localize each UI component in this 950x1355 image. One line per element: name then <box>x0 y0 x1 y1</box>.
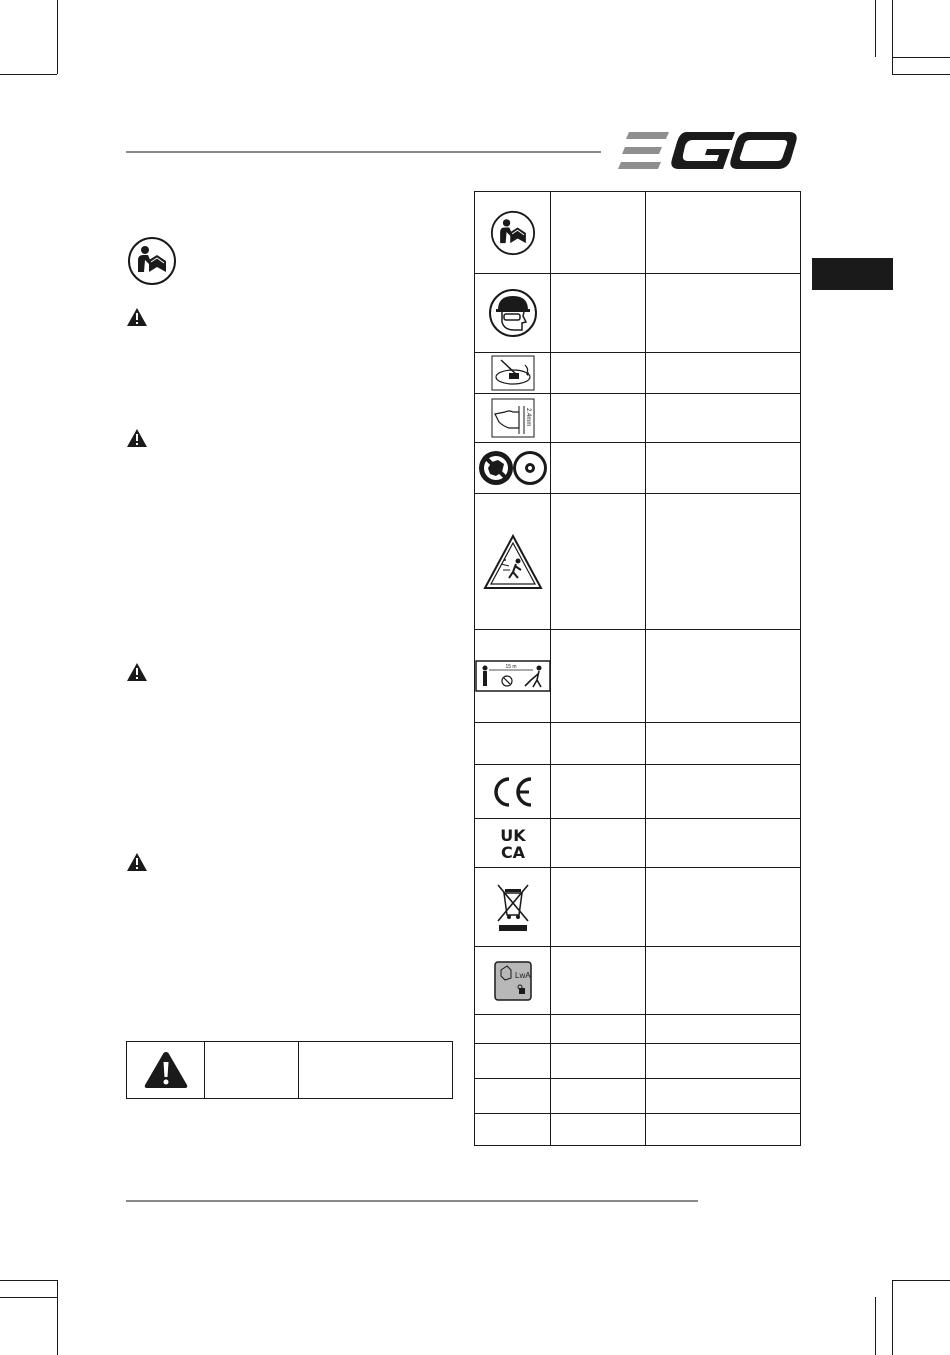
symbol-name <box>551 1044 646 1079</box>
crop-mark-top-right-h <box>892 74 950 75</box>
warning-triangle-icon <box>126 428 148 448</box>
symbol-cell <box>475 723 551 765</box>
crop-mark-bottom-right-h <box>892 1280 950 1281</box>
symbol-description <box>646 723 801 765</box>
crop-mark-top-left-v <box>57 0 58 74</box>
symbol-name <box>551 630 646 723</box>
symbol-name <box>551 765 646 819</box>
ukca-bottom-text: CA <box>500 843 525 860</box>
ukca-top-text: UK <box>499 826 526 845</box>
symbol-name <box>551 723 646 765</box>
ukca-mark-icon <box>496 826 530 860</box>
read-manual-icon <box>490 210 536 256</box>
symbol-name <box>551 868 646 947</box>
warning-triangle-icon <box>126 852 148 872</box>
crop-mark-bottom-right-v2 <box>875 1297 876 1355</box>
crop-mark-bottom-right-v <box>892 1280 893 1355</box>
keep-bystanders-15m-away-icon <box>475 660 551 692</box>
warning-symbol-table <box>126 1041 453 1099</box>
symbol-description <box>646 1015 801 1044</box>
symbol-cell <box>475 819 551 868</box>
line-diameter-2-4mm-icon <box>491 398 535 438</box>
symbol-description <box>646 353 801 394</box>
no-metal-blades-icon <box>478 448 548 488</box>
table-row <box>475 443 801 494</box>
crop-mark-top-right-h2 <box>892 57 950 58</box>
symbol-cell <box>475 274 551 353</box>
table-row <box>475 868 801 947</box>
symbol-name <box>551 394 646 443</box>
symbol-name <box>551 1079 646 1114</box>
table-row <box>475 819 801 868</box>
symbol-cell <box>475 947 551 1015</box>
table-row <box>127 1042 453 1099</box>
symbol-cell <box>475 1079 551 1114</box>
crop-mark-bottom-left-v <box>57 1280 58 1355</box>
table-row <box>475 394 801 443</box>
symbol-description <box>646 868 801 947</box>
symbol-description <box>646 1079 801 1114</box>
symbol-description <box>646 1114 801 1146</box>
table-row <box>475 947 801 1015</box>
table-row <box>475 630 801 723</box>
symbol-table <box>474 191 801 1146</box>
symbol-cell <box>475 192 551 274</box>
trimmer-head-rotation-icon <box>491 355 535 391</box>
symbol-description <box>646 947 801 1015</box>
thrown-objects-hazard-icon <box>483 534 543 590</box>
crop-mark-bottom-left-h2 <box>0 1297 57 1298</box>
header-rule <box>126 151 601 153</box>
table-row <box>475 1079 801 1114</box>
table-row <box>475 723 801 765</box>
warning-symbol-cell <box>127 1042 205 1099</box>
symbol-description <box>646 443 801 494</box>
symbol-cell <box>475 1114 551 1146</box>
language-tab <box>812 258 893 290</box>
meaning-cell <box>299 1042 453 1099</box>
wear-head-eye-protection-icon <box>488 288 538 338</box>
symbol-name <box>551 353 646 394</box>
symbol-description <box>646 765 801 819</box>
symbol-name <box>551 494 646 630</box>
symbol-description <box>646 494 801 630</box>
symbol-cell <box>475 1015 551 1044</box>
distance-label: 15 m <box>505 664 517 670</box>
symbol-cell <box>475 494 551 630</box>
warning-triangle-icon <box>126 307 148 327</box>
symbol-description <box>646 630 801 723</box>
warning-triangle-icon <box>126 662 148 682</box>
weee-crossed-bin-icon <box>495 881 531 933</box>
table-row <box>475 765 801 819</box>
warning-triangle-icon <box>143 1050 189 1090</box>
symbol-name <box>551 819 646 868</box>
symbol-name <box>551 1015 646 1044</box>
symbol-cell <box>475 1044 551 1079</box>
read-manual-icon <box>127 236 177 286</box>
ego-logo <box>617 128 799 174</box>
table-row <box>475 1044 801 1079</box>
sound-label: LwA <box>514 970 531 980</box>
crop-mark-top-right-v2 <box>875 0 876 57</box>
symbol-name <box>551 192 646 274</box>
symbol-name <box>551 1114 646 1146</box>
line-diameter-label: 2.4mm <box>524 408 531 427</box>
symbol-cell <box>475 443 551 494</box>
symbol-name <box>551 443 646 494</box>
symbol-description <box>646 394 801 443</box>
symbol-cell <box>475 765 551 819</box>
table-row <box>475 1114 801 1146</box>
symbol-cell <box>475 353 551 394</box>
symbol-name <box>551 274 646 353</box>
symbol-description <box>646 192 801 274</box>
symbol-description <box>646 274 801 353</box>
table-row <box>475 192 801 274</box>
symbol-cell <box>475 868 551 947</box>
ce-mark-icon <box>491 776 535 808</box>
footer-rule <box>126 1200 698 1202</box>
symbol-name <box>551 947 646 1015</box>
table-row <box>475 274 801 353</box>
crop-mark-top-right-v <box>892 0 893 74</box>
symbol-description <box>646 819 801 868</box>
crop-mark-bottom-left-h <box>0 1280 57 1281</box>
symbol-cell <box>475 394 551 443</box>
symbol-description <box>646 1044 801 1079</box>
table-row <box>475 353 801 394</box>
symbol-cell <box>475 630 551 723</box>
signal-word-cell <box>205 1042 299 1099</box>
guaranteed-sound-power-icon <box>493 960 533 1002</box>
crop-mark-top-left-h <box>0 74 57 75</box>
table-row <box>475 494 801 630</box>
table-row <box>475 1015 801 1044</box>
